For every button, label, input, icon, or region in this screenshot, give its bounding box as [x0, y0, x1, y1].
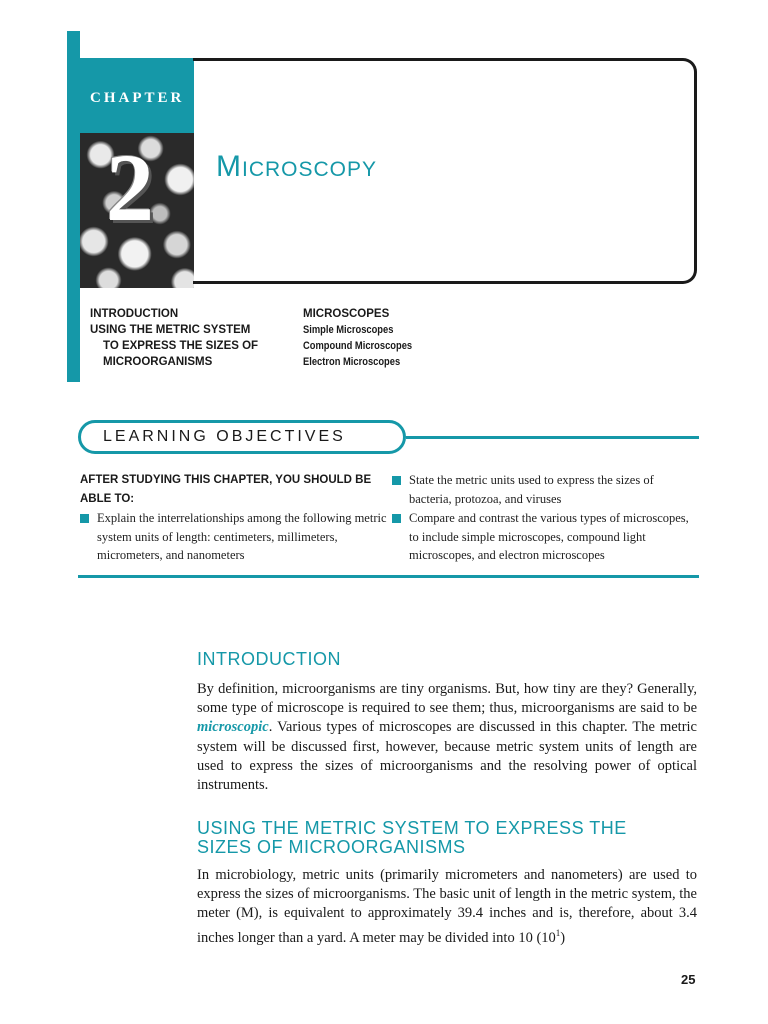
toc-item-microscopes[interactable]: MICROSCOPES [303, 308, 390, 320]
introduction-paragraph [197, 680, 697, 795]
metric-system-paragraph [197, 866, 697, 948]
square-bullet-icon [392, 514, 401, 523]
microscopic-term: microscopic [197, 719, 269, 736]
intro-text-1: By definition, microorganisms are tiny organisms. But, how tiny are they? Generally, some type of microscope is required to see them; thus, microorganisms are said to be [197, 681, 697, 717]
toc-item-metric-system-cont2: MICROORGANISMS [103, 356, 213, 368]
toc-item-electron-microscopes[interactable]: Electron Microscopes [303, 356, 401, 368]
metric-system-heading [197, 819, 627, 857]
objective-text: State the metric units used to express the sizes of bacteria, protozoa, and viruses [409, 473, 654, 506]
toc-right-column [303, 306, 431, 370]
square-bullet-icon [392, 476, 401, 485]
learning-objectives-bottom-rule [78, 575, 699, 578]
toc-item-introduction[interactable]: INTRODUCTION [90, 308, 179, 320]
toc-item-metric-system-cont: TO EXPRESS THE SIZES OF [103, 340, 259, 352]
square-bullet-icon [80, 514, 89, 523]
chapter-label: CHAPTER [90, 90, 185, 106]
page-number: 25 [681, 972, 696, 987]
toc-left-column [90, 306, 258, 370]
metric-heading-line-2: SIZES OF MICROORGANISMS [197, 837, 466, 857]
objective-text: Compare and contrast the various types of microscopes, to include simple microscopes, compound light microscopes, and electron microscopes [409, 511, 689, 562]
metric-text: In microbiology, metric units (primarily micrometers and nanometers) are used to express the sizes of microorganisms. The basic unit of length in the metric system, the meter (M), is equivalent to approximately 39.4 inches and is, therefore, about 3.4 inches longer than a yard. A meter may be divided into 10 (10 [197, 867, 697, 946]
chapter-title: Microscopy [216, 150, 378, 183]
objective-item [80, 509, 390, 565]
metric-heading-line-1: USING THE METRIC SYSTEM TO EXPRESS THE [197, 818, 627, 838]
learning-objectives-rule [406, 436, 699, 439]
toc-item-simple-microscopes[interactable]: Simple Microscopes [303, 324, 394, 336]
toc-item-compound-microscopes[interactable]: Compound Microscopes [303, 340, 413, 352]
toc-item-metric-system[interactable]: USING THE METRIC SYSTEM [90, 324, 251, 336]
metric-text-end: ) [560, 929, 566, 946]
objective-text: Explain the interrelationships among the following metric system units of length: centimeters, millimeters, micrometers, and nanometers [97, 511, 387, 562]
learning-objectives-intro: AFTER STUDYING THIS CHAPTER, YOU SHOULD BE ABLE TO: [80, 474, 372, 505]
left-accent-bar [67, 31, 80, 382]
objective-item [392, 471, 697, 508]
objective-item [392, 509, 697, 565]
introduction-heading: INTRODUCTION [197, 649, 341, 669]
learning-objectives-heading: LEARNING OBJECTIVES [103, 428, 346, 445]
intro-text-2: . Various types of microscopes are discussed in this chapter. The metric system will be discussed first, however, because metric system units of length are used to express the sizes of microorganisms and the resolving power of optical instruments. [197, 719, 697, 794]
chapter-number: 2 [106, 134, 154, 241]
metric-superscript: 1 [555, 927, 561, 938]
